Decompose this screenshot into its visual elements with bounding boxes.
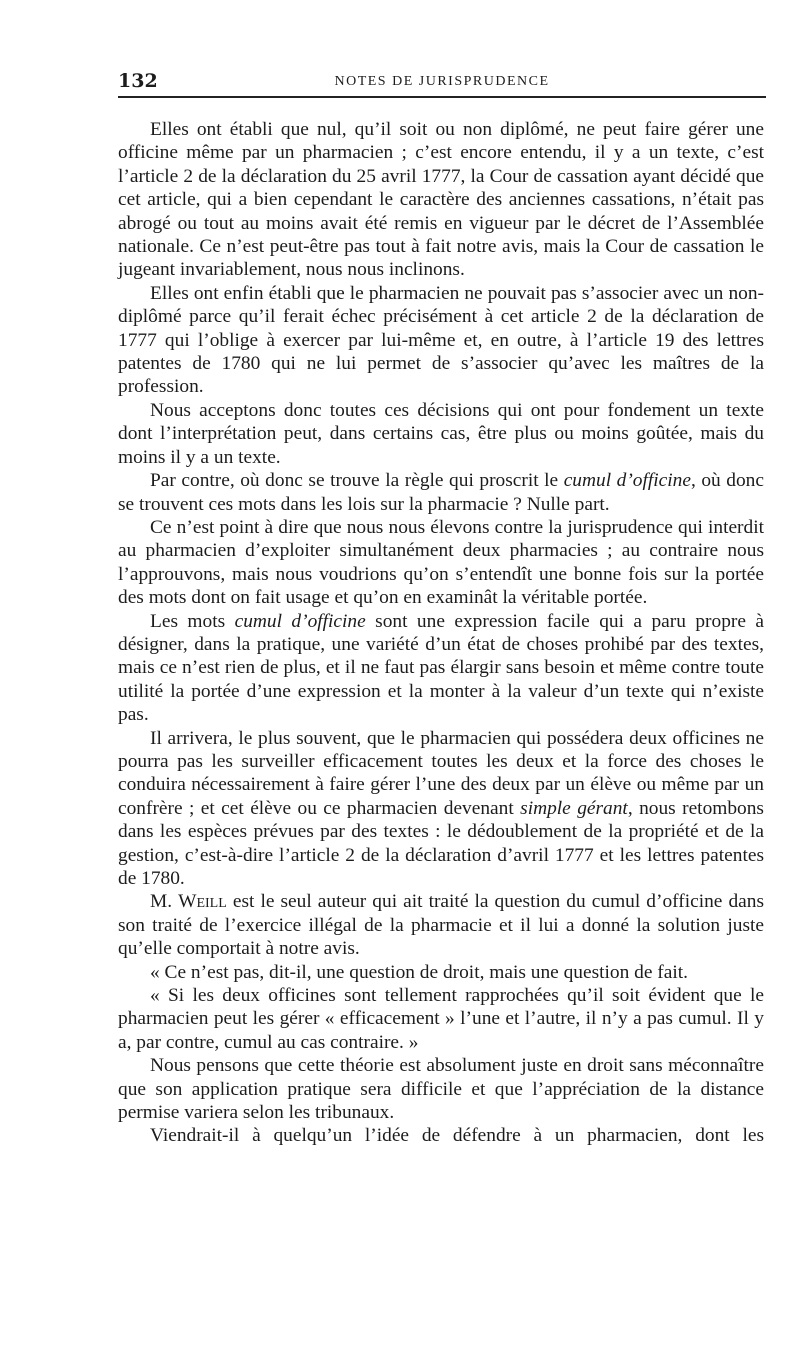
author-name: Weill <box>178 891 227 913</box>
paragraph-4: Par contre, où donc se trouve la règle qui proscrit le cumul d’officine, où donc se trouvent ces mots dans les lois sur la pharmacie ? Nulle part. <box>118 470 764 515</box>
paragraph-1: Elles ont établi que nul, qu’il soit ou non diplômé, ne peut faire gérer une officine même par un pharmacien ; c’est encore entendu, il y a un texte, c’est l’article 2 de la déclaration du 25 avril 1777, la Cour de cassation ayant décidé que cet article, qui a bien cependant le caractère des anciennes cassations, n’était pas abrogé ou tout au moins avait été remis en vigueur par le décret de l’Assemblée nationale. Ce n’est peut-être pas tout à fait notre avis, mais la Cour de cassation le jugeant invariablement, nous nous inclinons. <box>118 119 764 281</box>
paragraph-6: Les mots cumul d’officine sont une expression facile qui a paru propre à désigner, dans la pratique, une variété d’un état de choses prohibé par des textes, mais ce n’est rien de plus, et il ne faut pas élargir sans besoin et même contre toute utilité la portée d’une expression et la monter à la valeur d’un texte qui n’existe pas. <box>118 610 765 726</box>
paragraph-3: Nous acceptons donc toutes ces décisions qui ont pour fondement un texte dont l’interprétation peut, dans certains cas, être plus ou moins goûtée, mais du moins il y a un texte. <box>118 399 764 468</box>
paragraph-5: Ce n’est point à dire que nous nous élevons contre la jurisprudence qui interdit au pharmacien d’exploiter simultanément deux pharmacies ; au contraire nous l’approuvons, mais nous voudrions qu’on s’entendît une bonne fois sur la portée des mots dont on fait usage et qu’on en examinât la véritable portée. <box>118 516 764 609</box>
page-number: 132 <box>118 70 158 92</box>
paragraph-10-quote: « Si les deux officines sont tellement rapprochées qu’il soit évident que le pharmacien peut les gérer « efficacement » l’une et l’autre, il n’y a pas cumul. Il y a, par contre, cumul au cas contraire. » <box>118 985 764 1053</box>
body-text <box>118 118 764 1148</box>
paragraph-2: Elles ont enfin établi que le pharmacien ne pouvait pas s’associer avec un non-diplômé parce qu’il ferait échec précisément à cet article 2 de la déclaration de 1777 qui l’oblige à exercer par lui-même et, en outre, à l’article 19 des lettres patentes de 1780 qui ne lui permet de s’associer qu’avec les maîtres de la profession. <box>118 282 764 398</box>
paragraph-7: Il arrivera, le plus souvent, que le pharmacien qui possédera deux officines ne pourra pas les surveiller efficacement toutes les deux et la force des choses le conduira nécessairement à faire gérer l’une des deux par un élève ou même par un confrère ; et cet élève ou ce pharmacien devenant simple gérant, nous retombons dans les espèces prévues par des textes : le dédoublement de la propriété et de la gestion, c’est-à-dire l’article 2 de la déclaration d’avril 1777 et les lettres patentes de 1780. <box>118 727 764 889</box>
paragraph-12: Viendrait-il à quelqu’un l’idée de défendre à un pharmacien, dont les <box>150 1125 764 1147</box>
italic-term: cumul d’officine <box>234 610 366 632</box>
page-header <box>118 66 766 98</box>
paragraph-8: M. Weill est le seul auteur qui ait traité la question du cumul d’officine dans son traité de l’exercice illégal de la pharmacie et il lui a donné la solution juste qu’elle comportait à notre avis. <box>118 891 764 960</box>
italic-term: simple gérant <box>520 797 628 819</box>
paragraph-9-quote: « Ce n’est pas, dit-il, une question de droit, mais une question de fait. <box>150 961 688 983</box>
italic-term: cumul d’officine <box>563 470 691 492</box>
running-title: NOTES DE JURISPRUDENCE <box>334 74 550 89</box>
paragraph-11: Nous pensons que cette théorie est absolument juste en droit sans méconnaître que son application pratique sera difficile et que l’appréciation de la distance permise variera selon les tribunaux. <box>118 1055 764 1124</box>
